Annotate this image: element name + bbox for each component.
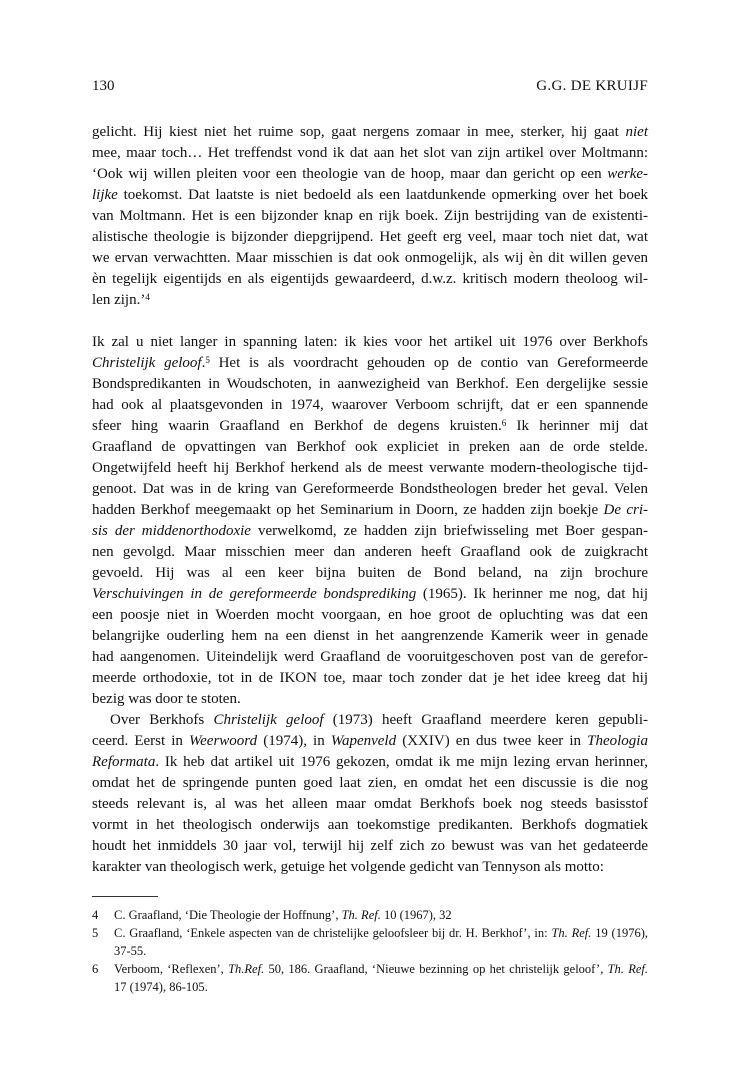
footnote-text xyxy=(114,924,648,960)
text-run: . Ik heb dat artikel uit 1976 gekozen, omdat ik me mijn lezing ervan herinner, xyxy=(155,754,648,770)
text-line xyxy=(92,815,648,836)
text-line xyxy=(92,332,648,353)
text-run: vormt in het theologisch onderwijs aan toekomstige predikanten. Berkhofs dogmatiek xyxy=(92,817,648,833)
text-run: bezig was door te stoten. xyxy=(92,691,241,707)
text-line xyxy=(92,290,648,311)
text-run: alistische theologie is bijzonder diepgrijpend. Het geeft erg veel, maar toch niet dat, wat xyxy=(92,229,648,245)
text-run: ceerd. Eerst in xyxy=(92,733,190,749)
italic-text: De cri- xyxy=(603,502,648,518)
text-run: 17 (1974), 86-105. xyxy=(114,980,208,994)
text-run: . xyxy=(201,355,206,371)
running-head-author: G.G. DE KRUIJF xyxy=(536,78,648,94)
footnote-number: 5 xyxy=(92,926,99,940)
italic-text: Reformata xyxy=(92,754,156,770)
text-run: een poosje niet in Woerden mocht voorgaan, en hoe groot de opluchting was dat een xyxy=(92,607,648,623)
paragraph-2 xyxy=(92,332,648,710)
footnotes xyxy=(92,906,648,996)
paragraph-3 xyxy=(92,710,648,878)
footnote-number: 6 xyxy=(92,962,99,976)
text-line xyxy=(92,836,648,857)
text-line xyxy=(92,269,648,290)
text-run: Ik herinner mij dat xyxy=(506,418,649,434)
text-run: 10 (1967), 32 xyxy=(380,908,452,922)
footnote-4 xyxy=(92,906,648,924)
text-line xyxy=(92,374,648,395)
italic-text: lijke xyxy=(92,187,118,203)
footnote-number: 4 xyxy=(92,908,99,922)
text-line xyxy=(92,248,648,269)
text-run: C. Graafland, ‘Enkele aspecten van de christelijke geloofsleer bij dr. H. Berkhof’, in: xyxy=(114,926,552,940)
text-line xyxy=(92,668,648,689)
italic-text: Wapenveld xyxy=(330,733,397,749)
italic-text: werke- xyxy=(607,166,648,182)
text-line xyxy=(92,500,648,521)
text-line xyxy=(92,164,648,185)
text-line xyxy=(92,206,648,227)
footnote-ref: 5 xyxy=(205,355,210,365)
text-run: had ook al plaatsgevonden in 1974, waarover Verboom schrijft, dat er een spannende xyxy=(92,397,648,413)
text-line xyxy=(92,731,648,752)
text-line xyxy=(92,521,648,542)
text-line xyxy=(92,395,648,416)
text-line xyxy=(92,584,648,605)
footnote-text xyxy=(114,960,648,996)
italic-text: sis der middenorthodoxie xyxy=(92,523,251,539)
text-run: Graafland de opvattingen van Berkhof ook expliciet in preken aan de orde stelde. xyxy=(92,439,648,455)
text-line xyxy=(92,542,648,563)
footnote-5 xyxy=(92,924,648,960)
text-run: Ongetwijfeld heeft hij Berkhof herkend als de meest verwante modern-theologische tijd- xyxy=(92,460,648,476)
footnote-separator xyxy=(92,896,158,897)
text-run: toekomst. Dat laatste is niet bedoeld als een laatdunkende opmerking over het boek xyxy=(117,187,648,203)
text-line xyxy=(92,794,648,815)
italic-text: Christelijk geloof xyxy=(213,712,324,728)
italic-text: Christelijk geloof xyxy=(92,355,202,371)
text-run: Bondspredikanten in Woudschoten, in aanwezigheid van Berkhof. Een dergelijke sessie xyxy=(92,376,648,392)
text-run: Verboom, ‘Reflexen’, xyxy=(114,962,229,976)
text-run: nen gevolgd. Maar misschien meer dan anderen heeft Graafland ook de zuigkracht xyxy=(92,544,648,560)
text-line xyxy=(92,563,648,584)
text-line xyxy=(92,647,648,668)
text-line xyxy=(92,122,648,143)
text-run: had aangenomen. Uiteindelijk werd Graafland de vooruitgeschoven post van de gerefor- xyxy=(92,649,648,665)
text-run: hadden Berkhof meegemaakt op het Seminarium in Doorn, ze hadden zijn boekje xyxy=(92,502,604,518)
text-run: Het is als voordracht gehouden op de contio van Gereformeerde xyxy=(209,355,648,371)
text-run: C. Graafland, ‘Die Theologie der Hoffnung’, xyxy=(114,908,342,922)
text-run: Ik zal u niet langer in spanning laten: ik kies voor het artikel uit 1976 over Berkhofs xyxy=(92,334,648,350)
italic-text: niet xyxy=(625,124,648,140)
text-line xyxy=(92,710,648,731)
text-run: gevoeld. Hij was al een keer bijna buiten de Bond beland, na zijn brochure xyxy=(92,565,648,581)
footnote-6 xyxy=(92,960,648,996)
text-line xyxy=(92,857,648,878)
text-line xyxy=(92,479,648,500)
italic-text: Th. Ref. xyxy=(551,926,592,940)
footnote-ref: 6 xyxy=(501,418,507,428)
text-run: verwelkomd, ze hadden zijn briefwisseling met Boer gespan- xyxy=(250,523,649,539)
text-run: (1965). Ik herinner me nog, dat hij xyxy=(416,586,648,602)
text-run: we ervan verwachtten. Maar misschien is dat ook onmogelijk, als wij èn dit willen geven xyxy=(92,250,648,266)
text-run: steeds relevant is, al was het alleen maar omdat Berkhofs boek nog steeds basisstof xyxy=(92,796,648,812)
text-line xyxy=(92,689,648,710)
text-run: belangrijke ouderling hem na een dienst in het aangrenzende Kamerik weer in genade xyxy=(92,628,648,644)
text-line xyxy=(92,353,648,374)
text-line xyxy=(92,626,648,647)
text-line xyxy=(92,143,648,164)
text-run: (XXIV) en dus twee keer in xyxy=(396,733,588,749)
text-run: Over Berkhofs xyxy=(110,712,214,728)
text-run: gelicht. Hij kiest niet het ruime sop, gaat nergens zomaar in mee, sterker, hij gaat xyxy=(92,124,626,140)
text-run: (1974), in xyxy=(257,733,331,749)
italic-text: Th. Ref. xyxy=(341,908,381,922)
footnote-ref: 4 xyxy=(145,292,150,302)
text-run: 19 (1976), 37-55. xyxy=(114,926,648,958)
text-line xyxy=(92,437,648,458)
text-run: karakter van theologisch werk, getuige het volgende gedicht van Tennyson als motto: xyxy=(92,859,604,875)
text-line xyxy=(92,416,648,437)
text-line xyxy=(92,185,648,206)
page-number: 130 xyxy=(92,78,115,94)
text-run: ‘Ook wij willen pleiten voor een theologie van de hoop, maar dan gericht op een xyxy=(92,166,608,182)
text-run: èn tegelijk eigentijds en als eigentijds gewaardeerd, d.w.z. kritisch modern theoloog wil- xyxy=(92,271,648,287)
text-run: meerde orthodoxie, tot in de IKON toe, maar toch zonder dat je het idee kreeg dat hij xyxy=(92,670,648,686)
text-line xyxy=(92,227,648,248)
text-run: mee, maar toch… Het treffendst vond ik dat aan het slot van zijn artikel over Moltmann: xyxy=(92,145,648,161)
italic-text: Th.Ref. xyxy=(228,962,265,976)
text-run: houdt het inmiddels 30 jaar vol, terwijl hij zelf zich zo bewust was van het gedateerde xyxy=(92,838,648,854)
text-run: len zijn.’ xyxy=(92,292,146,308)
text-line xyxy=(92,458,648,479)
running-header xyxy=(92,78,648,98)
italic-text: Weerwoord xyxy=(189,733,258,749)
text-run: van Moltmann. Het is een bijzonder knap en rijk boek. Zijn bestrijding van de existenti- xyxy=(92,208,648,224)
text-line xyxy=(92,752,648,773)
italic-text: Theologia xyxy=(587,733,648,749)
text-run: 50, 186. Graafland, ‘Nieuwe bezinning op het christelijk geloof’, xyxy=(264,962,608,976)
text-run: sfeer hing waarin Graafland en Berkhof de degens kruisten. xyxy=(92,418,502,434)
text-line xyxy=(92,773,648,794)
text-line xyxy=(92,605,648,626)
text-run: genoot. Dat was in de kring van Gereformeerde Bondstheologen breder het geval. Velen xyxy=(92,481,648,497)
footnote-text xyxy=(114,906,648,924)
text-run: (1973) heeft Graafland meerdere keren gepubli- xyxy=(323,712,649,728)
italic-text: Th. Ref. xyxy=(607,962,648,976)
italic-text: Verschuivingen in de gereformeerde bondsprediking xyxy=(92,586,417,602)
paragraph-1 xyxy=(92,122,648,311)
text-run: omdat het de springende punten goed laat zien, en omdat het een discussie is die nog xyxy=(92,775,648,791)
body-text xyxy=(92,122,648,878)
